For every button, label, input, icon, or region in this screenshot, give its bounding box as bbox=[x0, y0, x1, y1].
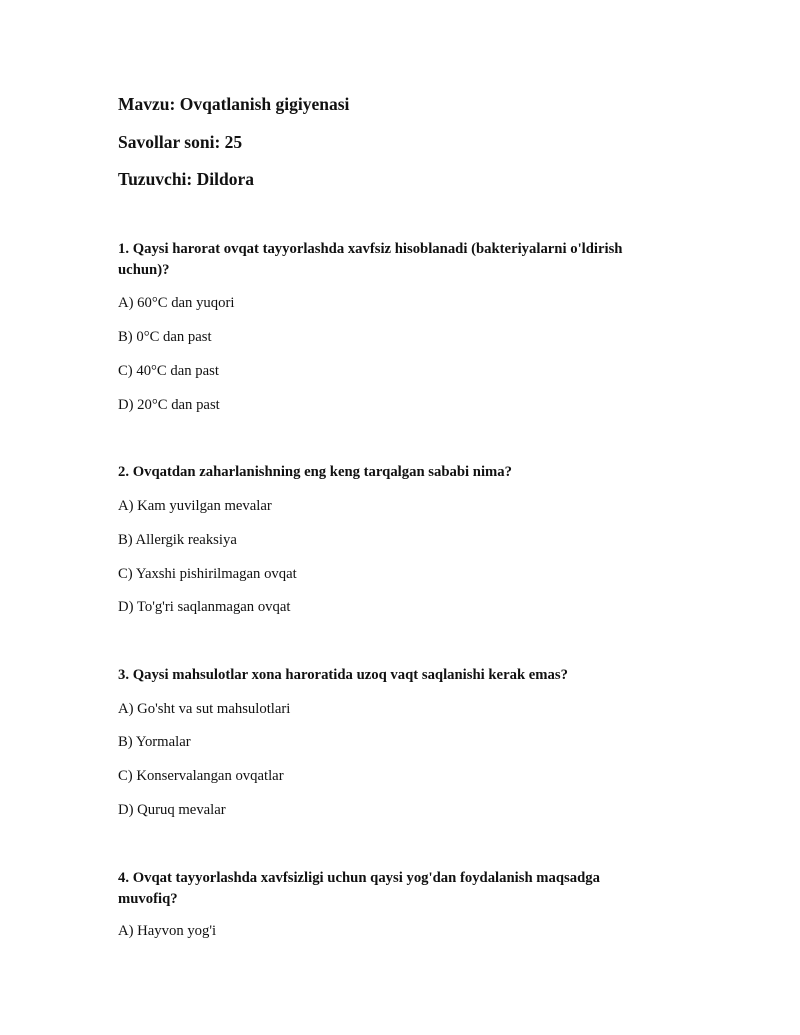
question-3 bbox=[118, 665, 678, 686]
question-1-option-a: A) 60°C dan yuqori bbox=[118, 295, 235, 311]
question-2-option-a: A) Kam yuvilgan mevalar bbox=[118, 498, 272, 514]
question-3-option-d: D) Quruq mevalar bbox=[118, 802, 226, 818]
topic-heading: Mavzu: Ovqatlanish gigiyenasi bbox=[118, 94, 350, 114]
question-3-option-a: A) Go'sht va sut mahsulotlari bbox=[118, 701, 291, 717]
question-3-option-c: C) Konservalangan ovqatlar bbox=[118, 768, 284, 784]
question-4 bbox=[118, 868, 678, 910]
question-1-option-c: C) 40°C dan past bbox=[118, 363, 219, 379]
question-2-option-d: D) To'g'ri saqlanmagan ovqat bbox=[118, 599, 291, 615]
question-4-text: 4. Ovqat tayyorlashda xavfsizligi uchun qaysi yog'dan foydalanish maqsadga muvofiq? bbox=[118, 870, 600, 907]
author-heading: Tuzuvchi: Dildora bbox=[118, 169, 254, 189]
question-4-option-a: A) Hayvon yog'i bbox=[118, 923, 217, 939]
question-2-option-c: C) Yaxshi pishirilmagan ovqat bbox=[118, 566, 297, 582]
question-3-option-b: B) Yormalar bbox=[118, 734, 191, 750]
question-2 bbox=[118, 462, 678, 483]
question-2-text: 2. Ovqatdan zaharlanishning eng keng tarqalgan sababi nima? bbox=[118, 464, 512, 480]
question-1-option-b: B) 0°C dan past bbox=[118, 329, 212, 345]
question-1-option-d: D) 20°C dan past bbox=[118, 397, 220, 413]
question-3-text: 3. Qaysi mahsulotlar xona haroratida uzoq vaqt saqlanishi kerak emas? bbox=[118, 667, 568, 683]
question-2-option-b: B) Allergik reaksiya bbox=[118, 532, 237, 548]
question-1-text: 1. Qaysi harorat ovqat tayyorlashda xavfsiz hisoblanadi (bakteriyalarni o'ldirish uchun)? bbox=[118, 241, 623, 278]
question-1 bbox=[118, 239, 678, 281]
question-count-heading: Savollar soni: 25 bbox=[118, 132, 243, 152]
